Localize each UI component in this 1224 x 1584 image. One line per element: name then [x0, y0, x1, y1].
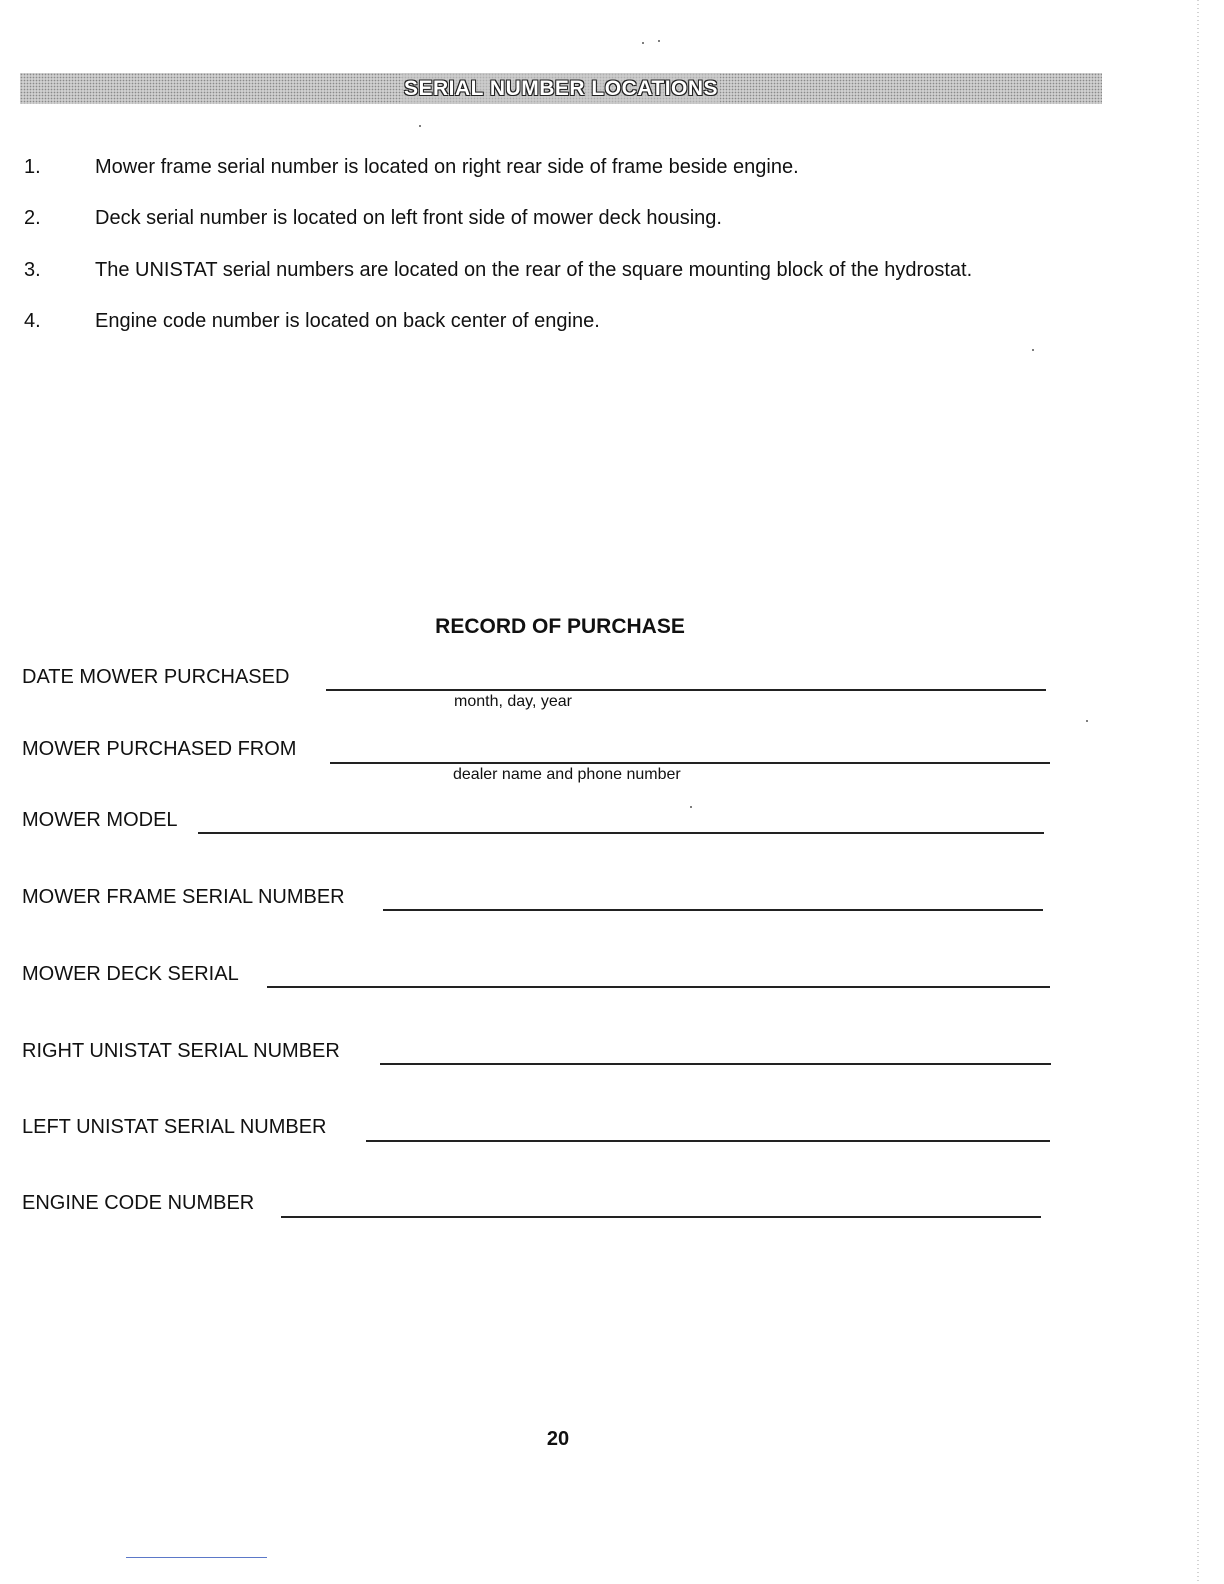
- purchased-from-label: MOWER PURCHASED FROM: [22, 738, 297, 760]
- list-item-text: Engine code number is located on back center of engine.: [95, 310, 600, 332]
- list-item-number: 4.: [24, 310, 41, 332]
- frame-serial-line[interactable]: [383, 909, 1043, 911]
- scan-speck: [658, 40, 660, 42]
- deck-serial-line[interactable]: [267, 986, 1050, 988]
- left-unistat-label: LEFT UNISTAT SERIAL NUMBER: [22, 1116, 327, 1138]
- right-unistat-line[interactable]: [380, 1063, 1051, 1065]
- list-item-text: Mower frame serial number is located on right rear side of frame beside engine.: [95, 156, 799, 178]
- mower-model-label: MOWER MODEL: [22, 809, 178, 831]
- right-unistat-label: RIGHT UNISTAT SERIAL NUMBER: [22, 1040, 340, 1062]
- scan-speck: [1032, 349, 1034, 351]
- mower-model-line[interactable]: [198, 832, 1044, 834]
- record-title: RECORD OF PURCHASE: [435, 615, 685, 638]
- page-number: 20: [546, 1428, 570, 1450]
- scan-speck: [642, 42, 644, 44]
- engine-code-label: ENGINE CODE NUMBER: [22, 1192, 255, 1214]
- list-item-number: 1.: [24, 156, 41, 178]
- scan-speck: [690, 806, 692, 808]
- frame-serial-label: MOWER FRAME SERIAL NUMBER: [22, 886, 345, 908]
- left-unistat-line[interactable]: [366, 1140, 1050, 1142]
- section-banner: [20, 73, 1102, 104]
- engine-code-line[interactable]: [281, 1216, 1041, 1218]
- date-purchased-hint: month, day, year: [454, 693, 572, 710]
- scan-speck: [1086, 720, 1088, 722]
- date-purchased-label: DATE MOWER PURCHASED: [22, 666, 290, 688]
- scan-edge-artifact: [1197, 0, 1203, 1584]
- section-title: SERIAL NUMBER LOCATIONS: [402, 73, 720, 104]
- list-item-number: 2.: [24, 207, 41, 229]
- deck-serial-label: MOWER DECK SERIAL: [22, 963, 239, 985]
- list-item-text: Deck serial number is located on left front side of mower deck housing.: [95, 207, 722, 229]
- purchased-from-line[interactable]: [330, 762, 1050, 764]
- scan-blue-mark: [126, 1557, 267, 1558]
- scan-speck: [419, 125, 421, 127]
- list-item-number: 3.: [24, 259, 41, 281]
- list-item-text: The UNISTAT serial numbers are located on the rear of the square mounting block of the hydrostat.: [95, 259, 973, 281]
- date-purchased-line[interactable]: [326, 689, 1046, 691]
- purchased-from-hint: dealer name and phone number: [453, 766, 681, 783]
